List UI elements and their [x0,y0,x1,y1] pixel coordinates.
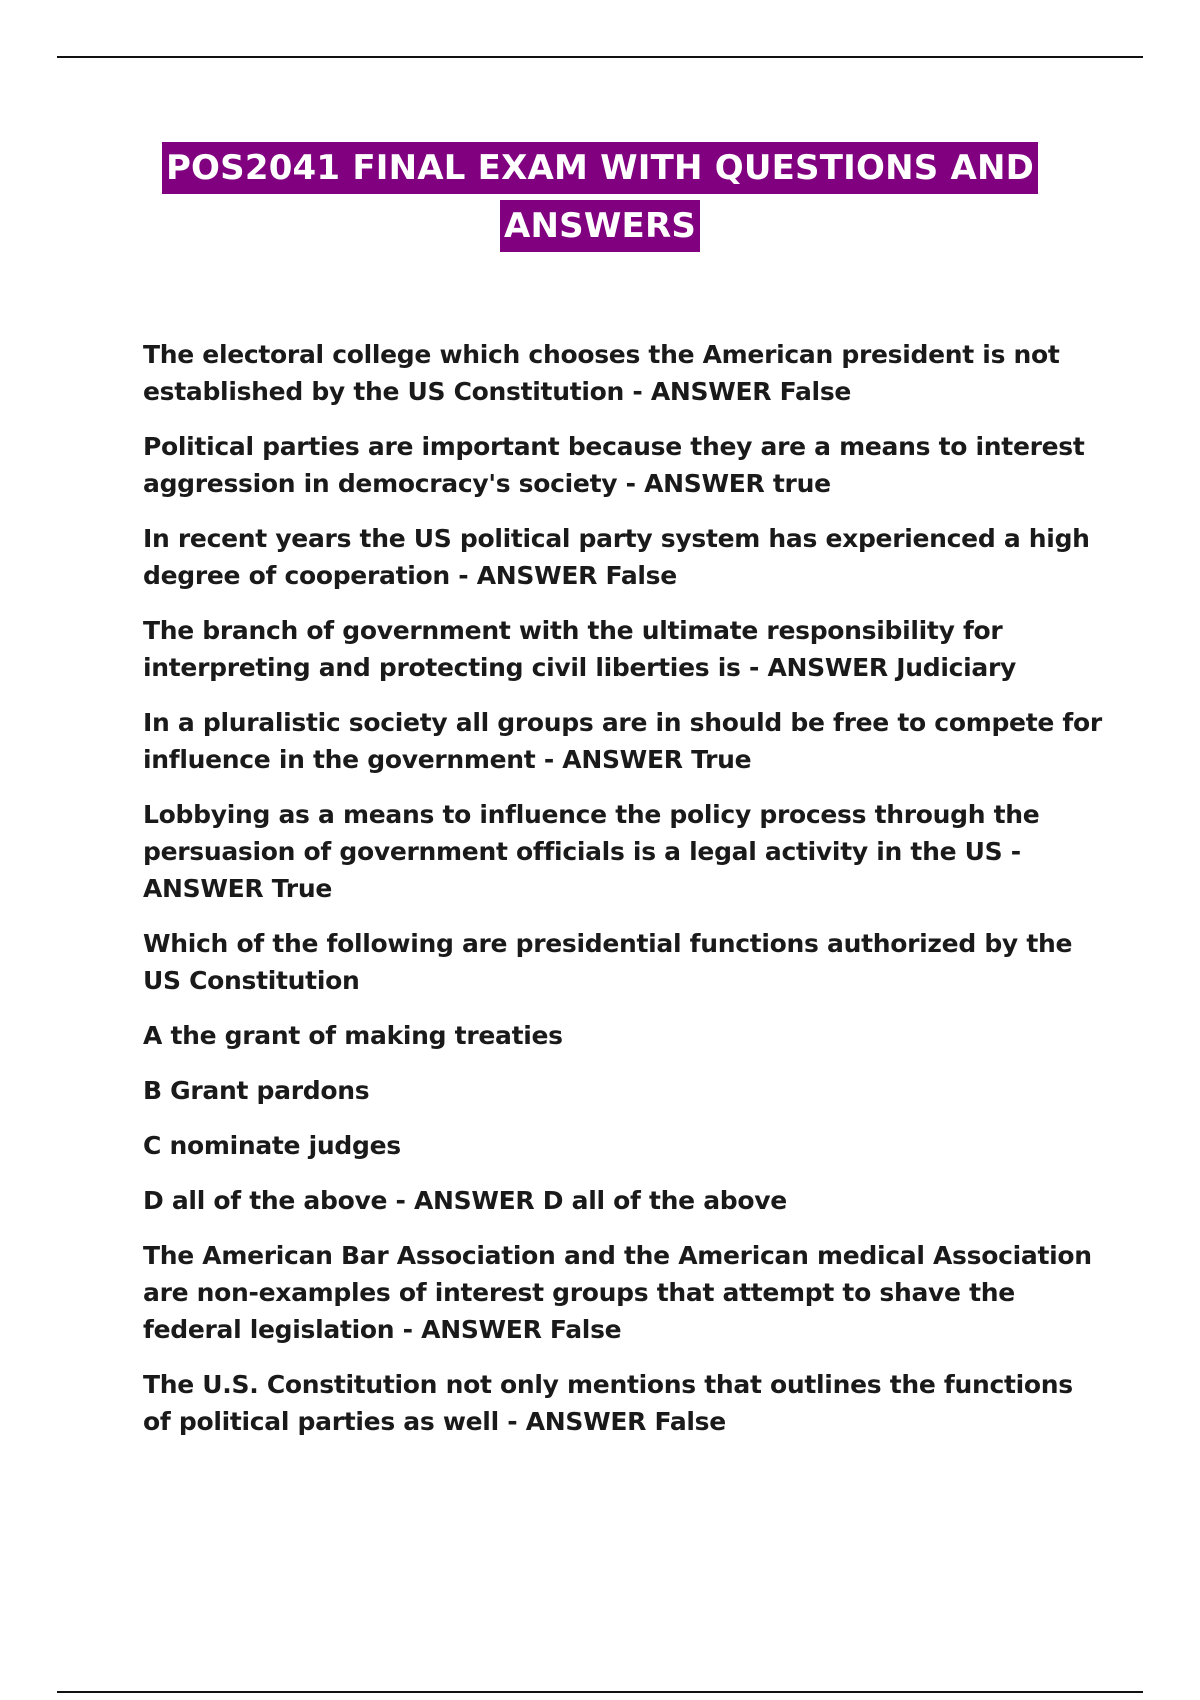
qa-option: A the grant of making treaties [143,1021,563,1050]
qa-list [143,336,1103,1458]
title-line-1: POS2041 FINAL EXAM WITH QUESTIONS AND [162,142,1038,194]
qa-paragraph: The branch of government with the ultimate responsibility for interpreting and protecting civil liberties is - ANSWER Judiciary [143,616,1016,682]
qa-paragraph: The American Bar Association and the American medical Association are non-examples of interest groups that attempt to shave the federal legislation - ANSWER False [143,1241,1092,1344]
title-line-2: ANSWERS [500,200,700,252]
qa-paragraph: In recent years the US political party system has experienced a high degree of cooperation - ANSWER False [143,524,1090,590]
qa-paragraph: Which of the following are presidential functions authorized by the US Constitution [143,929,1073,995]
qa-paragraph: The electoral college which chooses the American president is not established by the US Constitution - ANSWER False [143,340,1060,406]
qa-paragraph: Lobbying as a means to influence the policy process through the persuasion of government officials is a legal activity in the US - ANSWER True [143,800,1040,903]
bottom-divider [57,1691,1143,1693]
top-divider [57,56,1143,58]
qa-paragraph: Political parties are important because they are a means to interest aggression in democracy's society - ANSWER true [143,432,1085,498]
document-title [0,142,1200,252]
qa-paragraph: The U.S. Constitution not only mentions that outlines the functions of political parties as well - ANSWER False [143,1370,1073,1436]
qa-option: C nominate judges [143,1131,401,1160]
qa-option: D all of the above - ANSWER D all of the above [143,1186,787,1215]
qa-option: B Grant pardons [143,1076,370,1105]
qa-paragraph: In a pluralistic society all groups are in should be free to compete for influence in the government - ANSWER True [143,708,1102,774]
